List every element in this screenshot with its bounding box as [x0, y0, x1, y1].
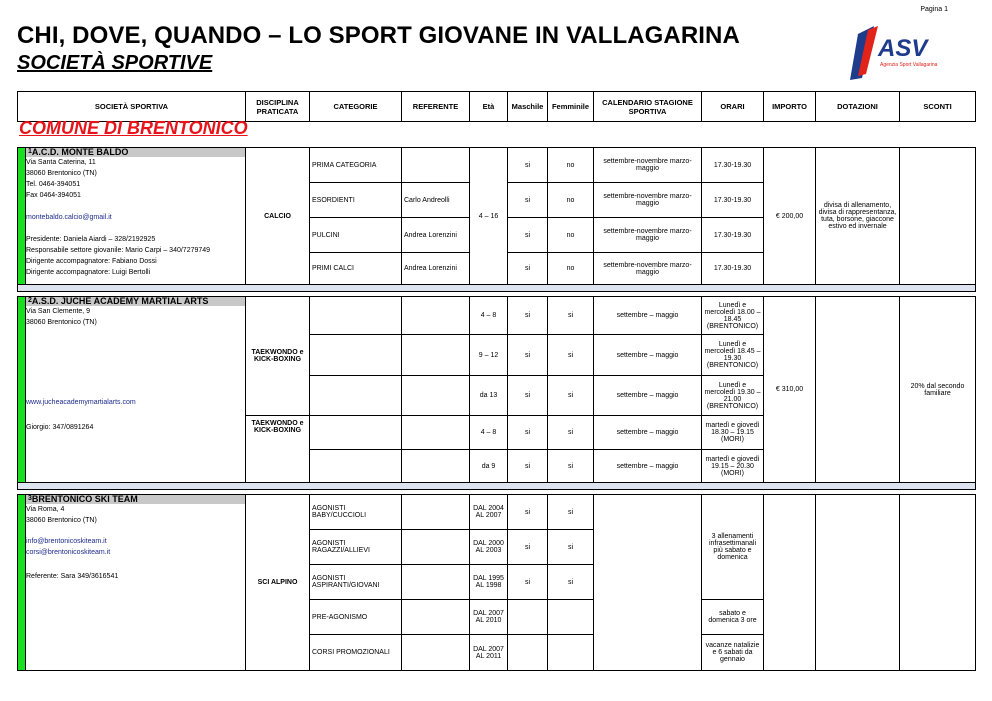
club3-m: si: [508, 530, 548, 565]
comune-heading: COMUNE DI BRENTONICO: [19, 118, 248, 138]
club2-marker: [18, 297, 26, 483]
club2-disciplina-2: TAEKWONDO e KICK-BOXING: [246, 416, 310, 483]
club2-cal: settembre – maggio: [594, 335, 702, 376]
club3-f: si: [548, 530, 594, 565]
club2-ref: [402, 297, 470, 335]
club1-cal: settembre-novembre marzo-maggio: [594, 148, 702, 183]
club3-eta: DAL 2000 AL 2003: [470, 530, 508, 565]
club1-ref: Andrea Lorenzini: [402, 253, 470, 285]
club3-m: [508, 635, 548, 671]
club3-m: [508, 600, 548, 635]
club1-f: no: [548, 218, 594, 253]
club1-f: no: [548, 148, 594, 183]
page-number: Pagina 1: [920, 6, 948, 13]
club2-f: si: [548, 450, 594, 483]
club2-m: si: [508, 450, 548, 483]
header-dotazioni: DOTAZIONI: [816, 92, 900, 122]
club2-orari: Lunedì e mercoledì 18.00 – 18.45 (BRENTONICO): [702, 297, 764, 335]
club1-cat: PULCINI: [310, 218, 402, 253]
club3-ref: [402, 600, 470, 635]
club2-eta: 4 – 8: [470, 416, 508, 450]
club2-f: si: [548, 297, 594, 335]
club3-importo: [764, 495, 816, 671]
club3-email-2[interactable]: corsi@brentonicoskiteam.it: [26, 549, 111, 556]
club1-ref: [402, 148, 470, 183]
logo-text: ASV: [878, 35, 928, 62]
club2-eta: 4 – 8: [470, 297, 508, 335]
separator: [18, 285, 976, 292]
club3-cat: AGONISTI RAGAZZI/ALLIEVI: [310, 530, 402, 565]
club3-f: [548, 600, 594, 635]
header-calendario: CALENDARIO STAGIONE SPORTIVA: [594, 92, 702, 122]
club2-ref: [402, 376, 470, 416]
club2-m: si: [508, 376, 548, 416]
header-femminile: Femminile: [548, 92, 594, 122]
club3-sconti: [900, 495, 976, 671]
club3-f: [548, 635, 594, 671]
club1-cat: ESORDIENTI: [310, 183, 402, 218]
club3-eta: DAL 1995 AL 1998: [470, 565, 508, 600]
club3-eta: DAL 2004 AL 2007: [470, 495, 508, 530]
club2-eta: 9 – 12: [470, 335, 508, 376]
club1-ref: Andrea Lorenzini: [402, 218, 470, 253]
club3-ref: [402, 495, 470, 530]
club3-ref: [402, 635, 470, 671]
club3-ref: [402, 530, 470, 565]
club2-table: [17, 296, 976, 490]
club2-cat: [310, 335, 402, 376]
club2-cal: settembre – maggio: [594, 297, 702, 335]
club3-cal: [594, 495, 702, 671]
asv-logo: [848, 22, 938, 84]
club1-disciplina: CALCIO: [246, 148, 310, 285]
club2-dotazioni: [816, 297, 900, 483]
club2-ref: [402, 416, 470, 450]
club2-cat: [310, 376, 402, 416]
club3-referente: Referente: Sara 349/3616541: [26, 573, 119, 580]
club1-orari: 17.30-19.30: [702, 183, 764, 218]
club2-name: A.S.D. JUCHE ACADEMY MARTIAL ARTS: [31, 296, 209, 306]
separator: [18, 483, 976, 490]
club1-name: A.C.D. MONTE BALDO: [31, 147, 129, 157]
club2-disciplina: TAEKWONDO e KICK-BOXING: [246, 297, 310, 416]
club2-orari: Lunedì e mercoledì 18.45 – 19.30 (BRENTONICO): [702, 335, 764, 376]
club1-marker: [18, 148, 26, 285]
club2-orari: martedì e giovedì 18.30 – 19.15 (MORI): [702, 416, 764, 450]
club1-sconti: [900, 148, 976, 285]
club1-cat: PRIMA CATEGORIA: [310, 148, 402, 183]
club1-orari: 17.30-19.30: [702, 148, 764, 183]
club3-cat: CORSI PROMOZIONALI: [310, 635, 402, 671]
club2-cat: [310, 416, 402, 450]
club2-importo: € 310,00: [764, 297, 816, 483]
club3-f: si: [548, 495, 594, 530]
document-subtitle: SOCIETÀ SPORTIVE: [17, 52, 213, 74]
club2-cal: settembre – maggio: [594, 376, 702, 416]
header-societa: SOCIETÀ SPORTIVA: [18, 92, 246, 122]
club3-f: si: [548, 565, 594, 600]
club2-m: si: [508, 335, 548, 376]
club1-cal: settembre-novembre marzo-maggio: [594, 183, 702, 218]
club2-cal: settembre – maggio: [594, 416, 702, 450]
club1-table: [17, 147, 976, 292]
header-categorie: CATEGORIE: [310, 92, 402, 122]
logo-subtext: Agenzia Sport Vallagarina: [880, 62, 938, 68]
club2-eta: da 13: [470, 376, 508, 416]
club2-orari: Lunedì e mercoledì 19.30 – 21.00 (BRENTONICO): [702, 376, 764, 416]
club3-m: si: [508, 495, 548, 530]
club3-name: BRENTONICO SKI TEAM: [31, 494, 138, 504]
club1-m: si: [508, 218, 548, 253]
club2-m: si: [508, 297, 548, 335]
header-disciplina: DISCIPLINA PRATICATA: [246, 92, 310, 122]
document-title: CHI, DOVE, QUANDO – LO SPORT GIOVANE IN VALLAGARINA: [17, 22, 740, 49]
club1-orari: 17.30-19.30: [702, 253, 764, 285]
header-eta: Età: [470, 92, 508, 122]
club3-cat: AGONISTI ASPIRANTI/GIOVANI: [310, 565, 402, 600]
club3-m: si: [508, 565, 548, 600]
club2-f: si: [548, 416, 594, 450]
club3-ref: [402, 565, 470, 600]
club1-email[interactable]: montebaldo.calcio@gmail.it: [26, 214, 112, 221]
club3-cat: AGONISTI BABY/CUCCIOLI: [310, 495, 402, 530]
club2-sconti: 20% dal secondo familiare: [900, 297, 976, 483]
club3-info: $^3$BRENTONICO SKI TEAM Via Roma, 4 38060 Brentonico (TN) info@brentonicoskiteam.it corsi@brentonicoskiteam.it Referente: Sara 349/3616541: [26, 495, 246, 671]
club1-m: si: [508, 253, 548, 285]
club3-orari: vacanze natalizie e 6 sabati da gennaio: [702, 635, 764, 671]
header-importo: IMPORTO: [764, 92, 816, 122]
header-maschile: Maschile: [508, 92, 548, 122]
club2-cal: settembre – maggio: [594, 450, 702, 483]
club2-f: si: [548, 335, 594, 376]
club2-orari: martedì e giovedì 19.15 – 20.30 (MORI): [702, 450, 764, 483]
club2-f: si: [548, 376, 594, 416]
header-sconti: SCONTI: [900, 92, 976, 122]
club3-email-1[interactable]: info@brentonicoskiteam.it: [26, 538, 107, 545]
club3-cat: PRE-AGONISMO: [310, 600, 402, 635]
club3-dotazioni: [816, 495, 900, 671]
club1-f: no: [548, 183, 594, 218]
club1-ref: Carlo Andreolli: [402, 183, 470, 218]
club3-marker: [18, 495, 26, 671]
club3-orari: 3 allenamenti infrasettimanali più sabato e domenica: [702, 495, 764, 600]
club3-eta: DAL 2007 AL 2010: [470, 600, 508, 635]
club2-eta: da 9: [470, 450, 508, 483]
club1-m: si: [508, 148, 548, 183]
club1-cat: PRIMI CALCI: [310, 253, 402, 285]
club1-orari: 17.30-19.30: [702, 218, 764, 253]
club2-website[interactable]: www.jucheacademymartialarts.com: [26, 399, 136, 406]
club1-m: si: [508, 183, 548, 218]
club3-orari: sabato e domenica 3 ore: [702, 600, 764, 635]
club1-dotazioni: divisa di allenamento, divisa di rappresentanza, tuta, borsone, giaccone estivo ed invernale: [816, 148, 900, 285]
club3-disciplina: SCI ALPINO: [246, 495, 310, 671]
club1-f: no: [548, 253, 594, 285]
club3-eta: DAL 2007 AL 2011: [470, 635, 508, 671]
club2-ref: [402, 335, 470, 376]
club1-cal: settembre-novembre marzo-maggio: [594, 253, 702, 285]
club2-info: $^2$A.S.D. JUCHE ACADEMY MARTIAL ARTS Via San Clemente, 9 38060 Brentonico (TN) www.jucheacademymartialarts.com Giorgio: 347/0891264: [26, 297, 246, 483]
club2-m: si: [508, 416, 548, 450]
header-referente: REFERENTE: [402, 92, 470, 122]
club2-ref: [402, 450, 470, 483]
club2-phone: Giorgio: 347/0891264: [26, 424, 94, 431]
club1-importo: € 200,00: [764, 148, 816, 285]
club2-cat: [310, 450, 402, 483]
header-orari: ORARI: [702, 92, 764, 122]
club1-cal: settembre-novembre marzo-maggio: [594, 218, 702, 253]
club1-eta: 4 – 16: [470, 148, 508, 285]
club2-cat: [310, 297, 402, 335]
club1-info: $^1$A.C.D. MONTE BALDO Via Santa Caterina, 11 38060 Brentonico (TN) Tel. 0464-394051 Fax 0464-394051 montebaldo.calcio@gmail.it Presidente: Daniela Aiardi – 328/2192925 Responsabile settore giovanile: Mario Carpi – 340/7279749 Dirigente accompagnatore: Fabiano Dossi Dirigente accompagnatore: Luigi Bertolli: [26, 148, 246, 285]
club3-table: [17, 494, 976, 671]
